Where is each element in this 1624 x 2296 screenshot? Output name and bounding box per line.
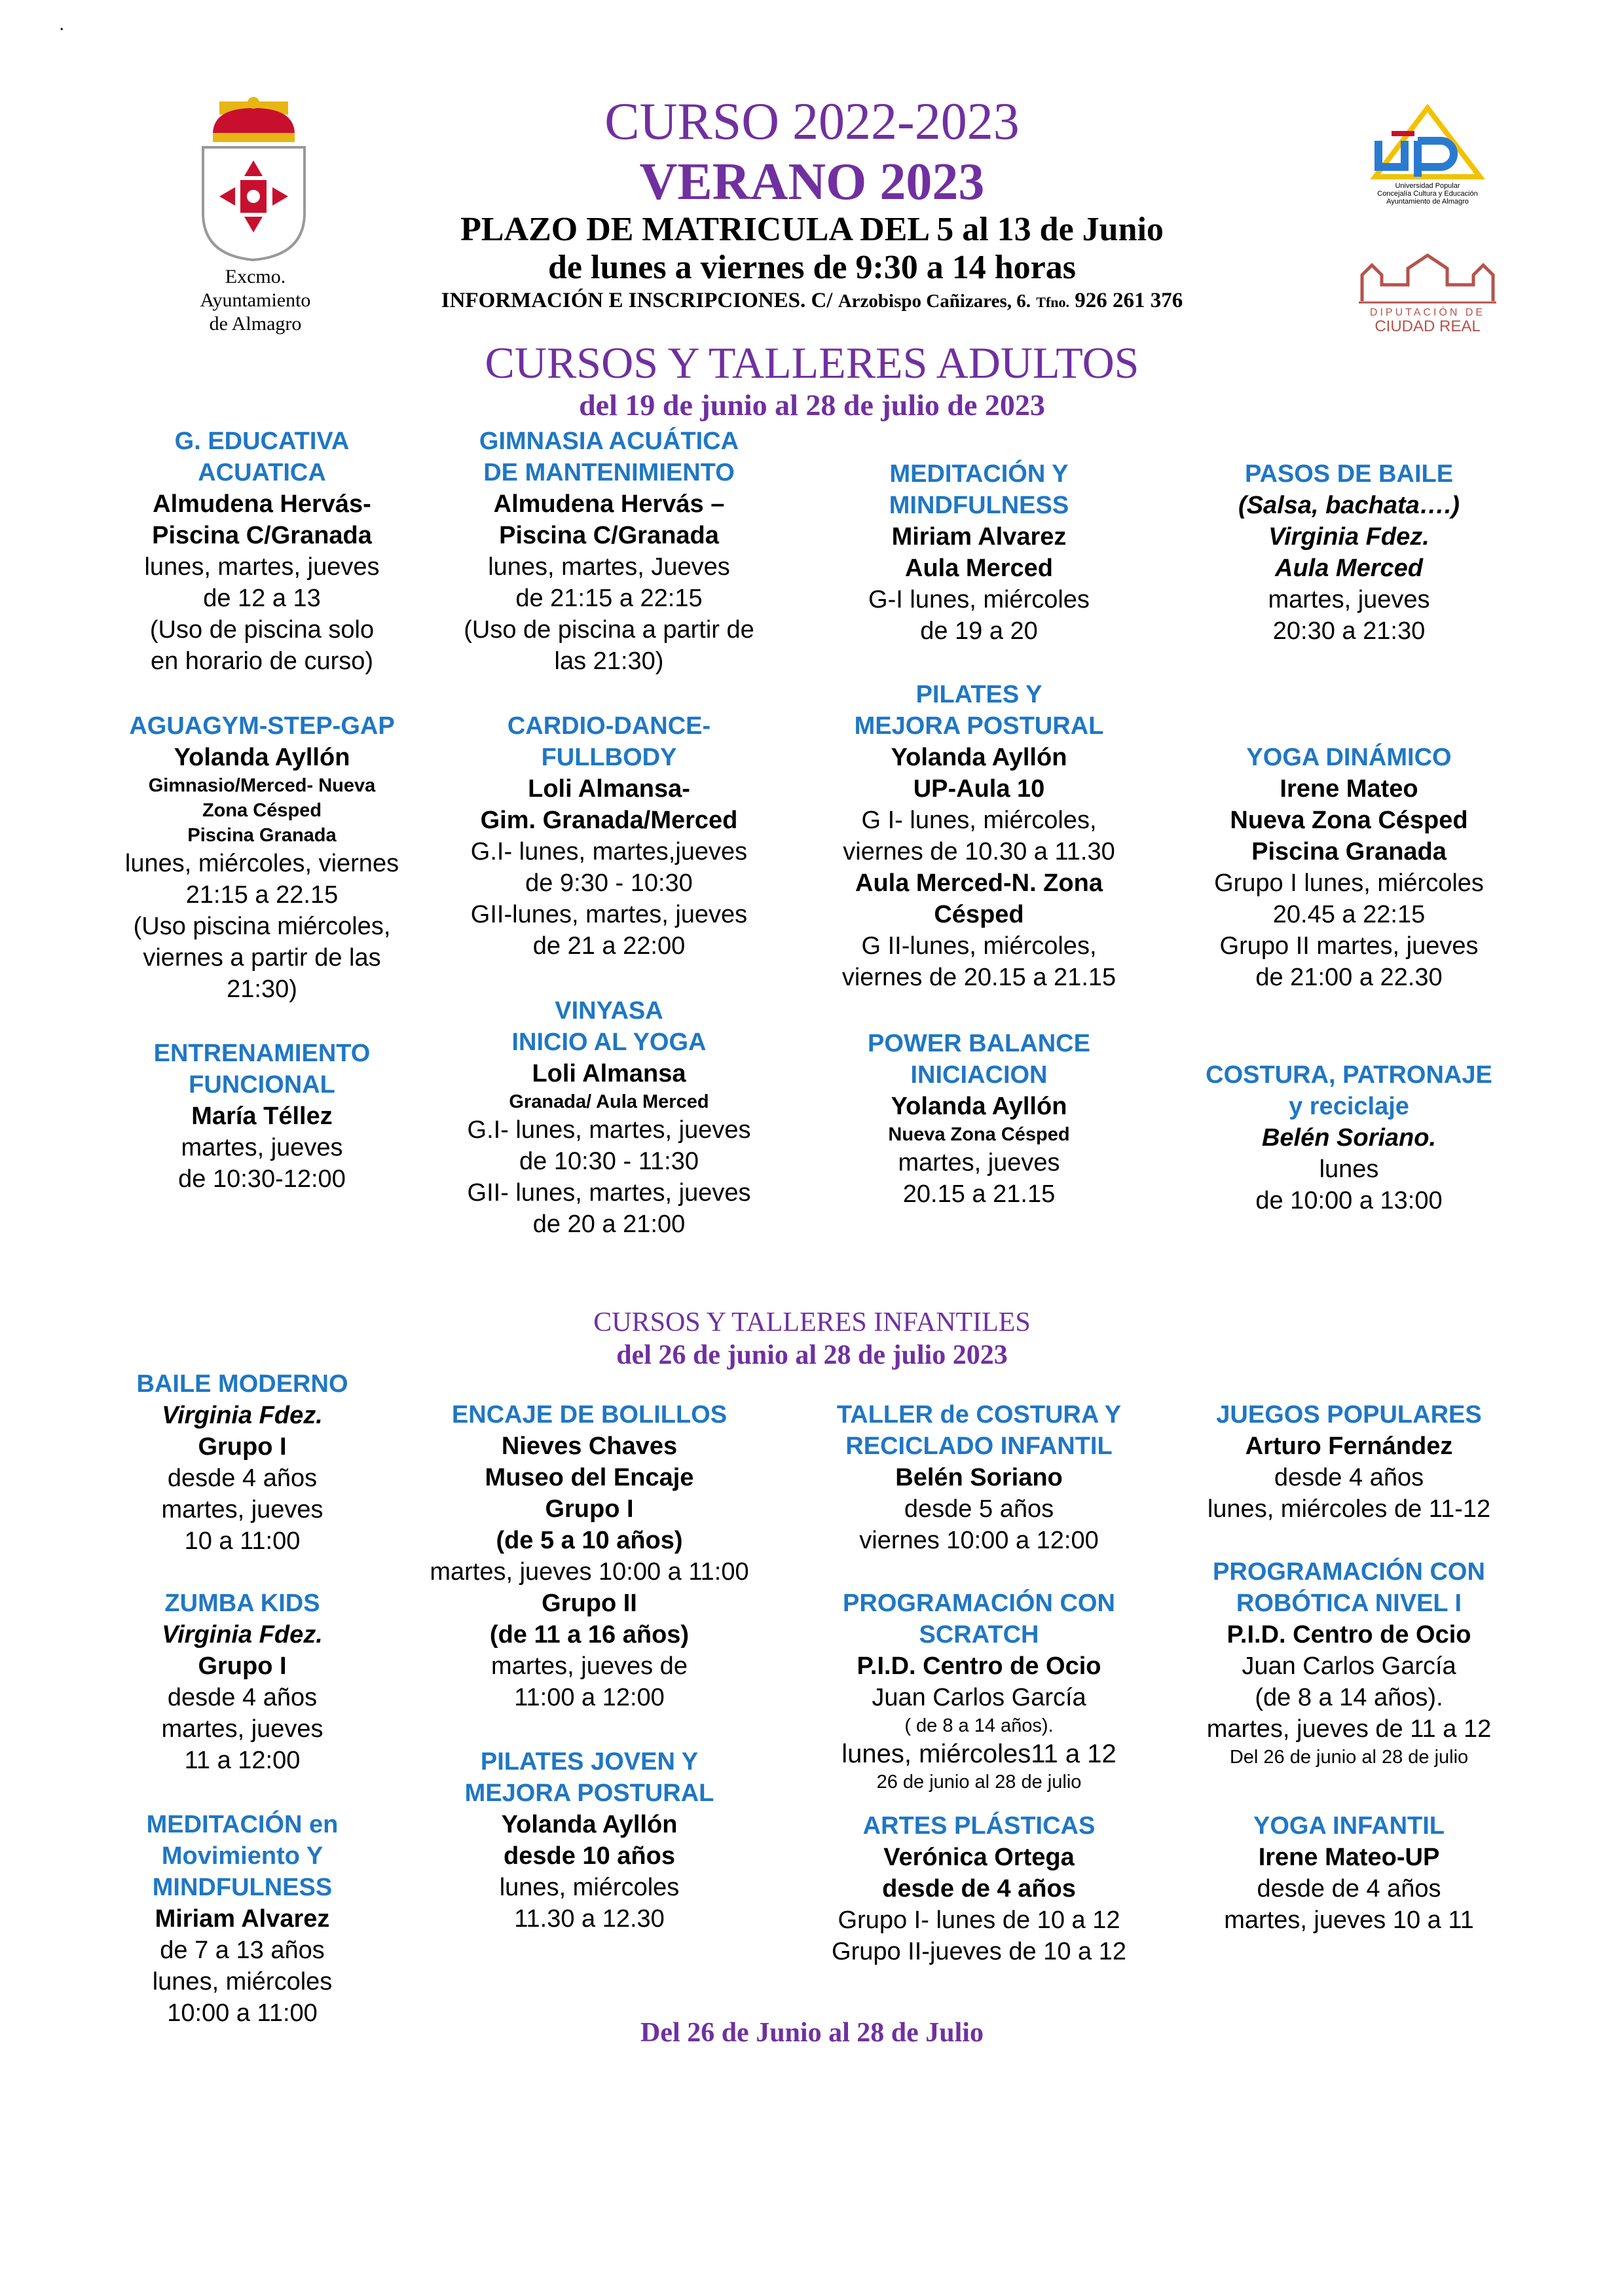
course-age: (de 11 a 16 años) bbox=[489, 1621, 690, 1649]
course-schedule: lunes, miércoles de 11-12 bbox=[1207, 1495, 1491, 1523]
corner-mark: . bbox=[59, 13, 65, 35]
course-zumba-kids bbox=[72, 1588, 413, 1776]
universidad-popular-logo bbox=[1362, 101, 1493, 206]
course-group: Grupo I bbox=[198, 1652, 287, 1680]
course-place: Aula Merced-N. Zona bbox=[855, 869, 1103, 897]
up-logo-text: Ayuntamiento de Almagro bbox=[1386, 198, 1469, 206]
course-title: MEDITACIÓN Y bbox=[889, 460, 1069, 488]
course-title: VINYASA bbox=[555, 997, 663, 1025]
course-title: TALLER de COSTURA Y bbox=[836, 1401, 1122, 1429]
course-title: MINDFULNESS bbox=[152, 1874, 333, 1901]
course-days: martes, jueves bbox=[181, 1134, 343, 1161]
course-title: FUNCIONAL bbox=[189, 1071, 335, 1099]
course-days: martes, jueves bbox=[161, 1715, 323, 1743]
course-time: 20:30 a 21:30 bbox=[1272, 617, 1426, 645]
course-teacher: Virginia Fdez. bbox=[162, 1621, 323, 1649]
course-time: 10 a 11:00 bbox=[184, 1527, 301, 1555]
course-teacher: Yolanda Ayllón bbox=[891, 744, 1067, 771]
course-yoga-dinamico bbox=[1179, 742, 1519, 993]
course-title: ENTRENAMIENTO bbox=[153, 1040, 371, 1067]
course-schedule: G.I- lunes, martes,jueves bbox=[470, 838, 748, 866]
course-place: P.I.D. Centro de Ocio bbox=[1227, 1621, 1471, 1649]
course-place: Piscina C/Granada bbox=[499, 522, 719, 549]
course-days: martes, jueves bbox=[898, 1149, 1060, 1176]
course-title: PILATES Y bbox=[915, 681, 1043, 708]
course-title: PILATES JOVEN Y bbox=[480, 1748, 699, 1776]
course-time: 11.30 a 12.30 bbox=[514, 1905, 665, 1933]
course-teacher: Irene Mateo-UP bbox=[1258, 1844, 1440, 1871]
course-title: YOGA INFANTIL bbox=[1253, 1812, 1445, 1840]
course-teacher: Verónica Ortega bbox=[883, 1844, 1075, 1871]
course-programacion-scratch bbox=[809, 1588, 1149, 1795]
course-teacher: Arturo Fernández bbox=[1245, 1432, 1453, 1460]
course-place: Zona Césped bbox=[202, 800, 322, 821]
course-place: Museo del Encaje bbox=[485, 1464, 694, 1491]
info-phone: 926 261 376 bbox=[1075, 289, 1183, 312]
course-age: desde 5 años bbox=[904, 1495, 1054, 1523]
course-dates: Del 26 de junio al 28 de julio bbox=[1229, 1747, 1469, 1768]
course-programacion-robotica bbox=[1179, 1556, 1519, 1770]
course-time: de 12 a 13 bbox=[203, 585, 321, 612]
course-meditacion-movimiento bbox=[72, 1809, 413, 2029]
course-time: de 10:00 a 13:00 bbox=[1255, 1187, 1443, 1214]
course-teacher: Virginia Fdez. bbox=[1268, 523, 1430, 551]
course-time: 11:00 a 12:00 bbox=[514, 1684, 665, 1711]
course-encaje-bolillos bbox=[419, 1399, 760, 1713]
course-place: Piscina Granada bbox=[187, 825, 337, 846]
diputacion-ciudad-real-logo bbox=[1349, 249, 1506, 337]
course-dates: 26 de junio al 28 de julio bbox=[876, 1772, 1082, 1793]
course-pilates-joven bbox=[419, 1746, 760, 1935]
course-schedule: Grupo II martes, jueves bbox=[1219, 932, 1479, 960]
course-age: desde 10 años bbox=[504, 1842, 675, 1870]
course-title: ENCAJE DE BOLILLOS bbox=[451, 1401, 728, 1429]
course-time: de 10:30 - 11:30 bbox=[519, 1148, 699, 1175]
course-title: FULLBODY bbox=[541, 744, 677, 771]
course-teacher: Loli Almansa bbox=[532, 1060, 686, 1087]
course-schedule: GII- lunes, martes, jueves bbox=[467, 1179, 751, 1207]
course-time: 20.15 a 21.15 bbox=[902, 1180, 1056, 1208]
course-note: (Uso de piscina solo bbox=[149, 616, 375, 644]
course-subtitle: (Salsa, bachata….) bbox=[1238, 492, 1460, 519]
course-title: ARTES PLÁSTICAS bbox=[862, 1812, 1096, 1840]
course-schedule: G.I- lunes, martes, jueves bbox=[467, 1116, 751, 1144]
course-title: SCRATCH bbox=[919, 1621, 1039, 1649]
course-age: desde 4 años bbox=[1274, 1464, 1424, 1491]
course-teacher: Miriam Alvarez bbox=[155, 1905, 330, 1933]
course-title: G. EDUCATIVA bbox=[174, 428, 350, 455]
course-title: RECICLADO INFANTIL bbox=[845, 1432, 1113, 1460]
course-schedule: martes, jueves 10 a 11 bbox=[1224, 1906, 1474, 1934]
course-group: Grupo I bbox=[545, 1495, 634, 1523]
infantiles-title: CURSOS Y TALLERES INFANTILES bbox=[593, 1307, 1031, 1338]
course-gimnasia-acuatica bbox=[439, 426, 779, 677]
course-title: y reciclaje bbox=[1289, 1093, 1409, 1120]
course-time: 21:15 a 22.15 bbox=[185, 881, 339, 909]
course-teacher: Virginia Fdez. bbox=[162, 1402, 323, 1429]
course-pasos-de-baile bbox=[1179, 458, 1519, 647]
footer-dates: Del 26 de Junio al 28 de Julio bbox=[640, 2018, 984, 2048]
course-place: Piscina Granada bbox=[1251, 838, 1447, 866]
adultos-title: CURSOS Y TALLERES ADULTOS bbox=[485, 338, 1139, 388]
course-place: Aula Merced bbox=[1275, 555, 1423, 582]
course-age: desde de 4 años bbox=[1257, 1875, 1441, 1903]
course-aguagym bbox=[92, 710, 432, 1005]
dip-logo-text: CIUDAD REAL bbox=[1375, 318, 1481, 335]
course-title: MEJORA POSTURAL bbox=[464, 1779, 714, 1807]
ayuntamiento-line: Excmo. bbox=[225, 266, 286, 287]
course-age: desde 4 años bbox=[167, 1684, 318, 1711]
course-teacher: Belén Soriano bbox=[895, 1464, 1063, 1491]
course-days: martes, jueves bbox=[1268, 586, 1430, 613]
course-time: 10:00 a 11:00 bbox=[167, 1999, 318, 2027]
course-cardio-dance bbox=[439, 710, 779, 962]
course-place: Gimnasio/Merced- Nueva bbox=[148, 775, 376, 796]
course-note: en horario de curso) bbox=[150, 647, 374, 675]
course-title: ROBÓTICA NIVEL I bbox=[1236, 1590, 1462, 1617]
course-time: 20.45 a 22:15 bbox=[1272, 901, 1426, 928]
course-title: CARDIO-DANCE- bbox=[507, 712, 711, 740]
course-schedule: GII-lunes, martes, jueves bbox=[470, 901, 748, 928]
course-title: MEDITACIÓN en bbox=[146, 1811, 339, 1838]
course-place: Nueva Zona Césped bbox=[888, 1124, 1070, 1145]
course-schedule: Grupo I- lunes de 10 a 12 bbox=[838, 1906, 1120, 1934]
course-days: martes, jueves bbox=[161, 1496, 323, 1523]
adultos-subtitle: del 19 de junio al 28 de julio de 2023 bbox=[579, 388, 1045, 422]
course-place: Nueva Zona Césped bbox=[1230, 807, 1468, 834]
course-teacher: Juan Carlos García bbox=[1242, 1652, 1456, 1680]
course-vinyasa bbox=[439, 995, 779, 1240]
course-title: DE MANTENIMIENTO bbox=[483, 459, 735, 486]
course-time: viernes de 10.30 a 11.30 bbox=[843, 838, 1115, 866]
course-note: 21:30) bbox=[227, 975, 297, 1003]
course-teacher: Yolanda Ayllón bbox=[891, 1093, 1067, 1120]
page-title-verano: VERANO 2023 bbox=[639, 153, 985, 211]
course-costura-patronaje bbox=[1179, 1059, 1519, 1216]
course-time: viernes de 20.15 a 21.15 bbox=[841, 964, 1116, 991]
course-days: lunes, miércoles, viernes bbox=[124, 850, 399, 877]
info-line bbox=[367, 288, 1257, 315]
course-title: INICIACION bbox=[910, 1061, 1048, 1089]
ayuntamiento-line: Ayuntamiento bbox=[200, 289, 311, 311]
course-place: UP-Aula 10 bbox=[913, 775, 1045, 803]
course-teacher: Loli Almansa- bbox=[528, 775, 690, 803]
course-time: de 19 a 20 bbox=[920, 617, 1038, 645]
course-days: lunes, martes, jueves bbox=[144, 553, 380, 581]
course-taller-costura-infantil bbox=[809, 1399, 1149, 1556]
course-schedule: lunes, miércoles11 a 12 bbox=[841, 1740, 1116, 1768]
course-title: BAILE MODERNO bbox=[136, 1370, 348, 1398]
course-title: GIMNASIA ACUÁTICA bbox=[479, 428, 739, 455]
course-power-balance bbox=[809, 1028, 1149, 1210]
course-days: martes, jueves de bbox=[491, 1652, 688, 1680]
course-place: Aula Merced bbox=[905, 555, 1053, 582]
course-teacher: Almudena Hervás – bbox=[493, 490, 725, 518]
up-logo-text: Universidad Popular bbox=[1395, 182, 1460, 190]
plazo-line-1: PLAZO DE MATRICULA DEL 5 al 13 de Junio bbox=[460, 211, 1164, 248]
course-schedule: martes, jueves 10:00 a 11:00 bbox=[430, 1558, 749, 1586]
course-group: Grupo I bbox=[198, 1433, 287, 1461]
course-teacher: Miriam Alvarez bbox=[891, 523, 1067, 551]
course-time: de 20 a 21:00 bbox=[532, 1211, 686, 1238]
course-schedule: viernes 10:00 a 12:00 bbox=[859, 1527, 1099, 1554]
course-title: PROGRAMACIÓN CON bbox=[843, 1590, 1115, 1617]
course-baile-moderno bbox=[72, 1368, 413, 1557]
course-pilates bbox=[809, 679, 1149, 993]
course-place: Césped bbox=[934, 901, 1024, 928]
course-age: desde de 4 años bbox=[882, 1875, 1076, 1903]
course-teacher: Almudena Hervás- bbox=[153, 490, 371, 518]
plazo-line-2: de lunes a viernes de 9:30 a 14 horas bbox=[548, 249, 1076, 286]
dip-logo-text: DIPUTACIÓN DE bbox=[1369, 307, 1486, 318]
course-note: viernes a partir de las bbox=[143, 944, 381, 972]
course-title: PROGRAMACIÓN CON bbox=[1213, 1558, 1485, 1586]
course-teacher: Irene Mateo bbox=[1280, 775, 1418, 803]
info-street: Arzobispo Cañizares, 6. bbox=[838, 291, 1031, 312]
course-age: (de 5 a 10 años) bbox=[496, 1527, 683, 1554]
course-title: POWER BALANCE bbox=[868, 1030, 1090, 1057]
course-days: lunes bbox=[1319, 1156, 1379, 1183]
course-title: JUEGOS POPULARES bbox=[1216, 1401, 1482, 1429]
course-entrenamiento-funcional bbox=[92, 1038, 432, 1195]
course-schedule: Grupo I lunes, miércoles bbox=[1214, 869, 1484, 897]
course-time: 11 a 12:00 bbox=[184, 1747, 301, 1774]
course-group: Grupo II bbox=[542, 1590, 637, 1617]
course-age: (de 8 a 14 años). bbox=[1255, 1684, 1443, 1711]
course-time: de 21 a 22:00 bbox=[532, 932, 686, 960]
course-title: AGUAGYM-STEP-GAP bbox=[129, 712, 395, 740]
course-meditacion bbox=[809, 458, 1149, 647]
info-tfno-label: Tfno. bbox=[1036, 294, 1070, 310]
course-g-educativa-acuatica bbox=[92, 426, 432, 677]
course-teacher: Nieves Chaves bbox=[501, 1432, 678, 1460]
course-place: Gim. Granada/Merced bbox=[480, 807, 738, 834]
course-teacher: Yolanda Ayllón bbox=[501, 1811, 678, 1838]
course-note: las 21:30) bbox=[554, 647, 664, 675]
course-schedule: G II-lunes, miércoles, bbox=[861, 932, 1097, 960]
course-time: de 10:30-12:00 bbox=[178, 1165, 346, 1193]
course-title: MINDFULNESS bbox=[889, 492, 1069, 519]
up-logo-text: Concejalía Cultura y Educación bbox=[1377, 190, 1478, 198]
course-age: ( de 8 a 14 años). bbox=[904, 1715, 1054, 1736]
course-place: Granada/ Aula Merced bbox=[509, 1091, 709, 1112]
course-teacher: María Téllez bbox=[191, 1102, 333, 1130]
course-place: Piscina C/Granada bbox=[152, 522, 372, 549]
course-title: ZUMBA KIDS bbox=[164, 1590, 320, 1617]
ayuntamiento-line: de Almagro bbox=[209, 313, 302, 335]
ayuntamiento-caption bbox=[147, 265, 363, 336]
course-note: (Uso piscina miércoles, bbox=[133, 913, 391, 940]
course-schedule: Grupo II-jueves de 10 a 12 bbox=[832, 1938, 1126, 1965]
course-artes-plasticas bbox=[809, 1810, 1149, 1967]
course-place: P.I.D. Centro de Ocio bbox=[857, 1652, 1101, 1680]
course-time: de 21:00 a 22.30 bbox=[1255, 964, 1443, 991]
info-prefix: INFORMACIÓN E INSCRIPCIONES. C/ bbox=[441, 289, 833, 312]
course-teacher: Juan Carlos García bbox=[872, 1684, 1086, 1711]
course-days: lunes, miércoles bbox=[499, 1874, 680, 1901]
course-days: lunes, martes, Jueves bbox=[488, 553, 730, 581]
course-time: de 9:30 - 10:30 bbox=[525, 869, 693, 897]
course-teacher: Belén Soriano. bbox=[1261, 1124, 1437, 1152]
course-age: desde 4 años bbox=[167, 1465, 318, 1492]
page-title-curso: CURSO 2022-2023 bbox=[604, 93, 1020, 151]
course-schedule: G-I lunes, miércoles bbox=[868, 586, 1090, 613]
course-title: Movimiento Y bbox=[161, 1842, 323, 1870]
course-note: (Uso de piscina a partir de bbox=[464, 616, 754, 644]
course-title: YOGA DINÁMICO bbox=[1246, 744, 1452, 771]
course-age: de 7 a 13 años bbox=[160, 1937, 325, 1964]
infantiles-subtitle: del 26 de junio al 28 de julio 2023 bbox=[616, 1340, 1008, 1370]
course-days: lunes, miércoles bbox=[152, 1968, 333, 1995]
course-title: COSTURA, PATRONAJE bbox=[1206, 1061, 1492, 1089]
course-juegos-populares bbox=[1179, 1399, 1519, 1525]
course-schedule: G I- lunes, miércoles, bbox=[861, 807, 1097, 834]
course-title: MEJORA POSTURAL bbox=[854, 712, 1104, 740]
course-yoga-infantil bbox=[1179, 1810, 1519, 1936]
course-title: PASOS DE BAILE bbox=[1244, 460, 1454, 488]
course-time: de 21:15 a 22:15 bbox=[515, 585, 703, 612]
course-title: ACUATICA bbox=[198, 459, 326, 486]
almagro-crest-logo bbox=[193, 95, 314, 262]
course-title: INICIO AL YOGA bbox=[511, 1029, 707, 1056]
course-teacher: Yolanda Ayllón bbox=[174, 744, 350, 771]
course-schedule: martes, jueves de 11 a 12 bbox=[1206, 1715, 1492, 1743]
